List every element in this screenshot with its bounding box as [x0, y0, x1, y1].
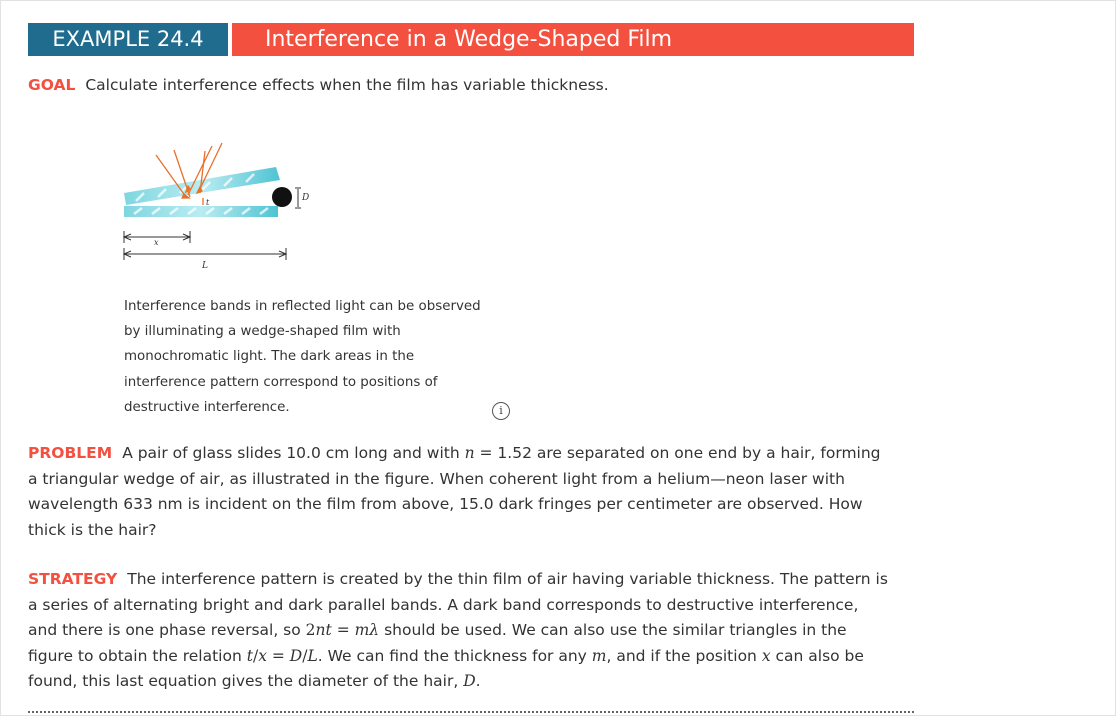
d-dimension: [295, 188, 301, 208]
problem-paragraph: [28, 441, 888, 543]
label-t: t: [206, 198, 210, 207]
label-l: L: [202, 261, 208, 271]
wedge-figure: [110, 135, 310, 275]
math-m-lambda: mλ: [354, 621, 380, 639]
math-m: m: [591, 646, 607, 665]
strategy-text: The interference pattern is created by the thin film of air having variable thickness. The pattern is a series of alternating bright and dark parallel bands. A dark band corresponds to destructive interference, and there is one phase reversal, so: [28, 570, 888, 639]
caption-line: Interference bands in reflected light can be observed: [124, 299, 481, 314]
strategy-text: can also be found, this last equation gives the diameter of the hair,: [28, 646, 864, 690]
math-slash: /: [252, 646, 259, 665]
math-x: x: [761, 646, 771, 665]
strategy-paragraph: [28, 567, 888, 695]
math-equals: =: [266, 646, 290, 665]
caption-line: monochromatic light. The dark areas in the: [124, 349, 415, 365]
label-x: x: [154, 238, 159, 247]
l-dimension: [124, 248, 286, 260]
goal-text: Calculate interference effects when the film has variable thickness.: [85, 76, 609, 94]
math-equals: =: [474, 444, 498, 462]
math-d: D: [463, 672, 476, 690]
info-icon[interactable]: i: [492, 402, 510, 420]
caption-line: by illuminating a wedge-shaped film with: [124, 324, 401, 340]
section-divider: [28, 711, 914, 713]
strategy-text: . We can find the thickness for any: [317, 646, 592, 665]
math-nt: nt: [315, 621, 332, 639]
caption-line: interference pattern correspond to positions of: [124, 374, 438, 390]
strategy-text: .: [475, 672, 481, 690]
figure-caption: [124, 294, 504, 420]
math-t: t: [246, 646, 253, 665]
example-title: Interference in a Wedge-Shaped Film: [232, 23, 914, 56]
problem-label: PROBLEM: [28, 444, 113, 462]
label-d: D: [302, 193, 310, 203]
problem-text: 1.52 are separated on one end by a hair, forming a triangular wedge of air, as illustrated in the figure. When coherent light from a helium—neon laser with wavelength 633 nm is incident on the film from above, 15.0 dark fringes per centimeter are observed. How thick is the hair?: [28, 444, 881, 539]
example-header: [28, 23, 914, 56]
goal-line: [28, 74, 609, 96]
caption-line: destructive interference.: [124, 399, 290, 415]
example-number: EXAMPLE 24.4: [28, 23, 228, 56]
strategy-label: STRATEGY: [28, 570, 118, 588]
math-d: D: [289, 646, 303, 665]
math-equals: =: [331, 621, 355, 639]
math-two: 2: [305, 621, 316, 639]
strategy-text: should be used. We can also use the similar triangles in the figure to obtain the relation: [28, 621, 847, 665]
math-x: x: [258, 646, 267, 665]
hair-circle: [272, 187, 292, 207]
strategy-text: , and if the position: [606, 646, 762, 665]
goal-label: GOAL: [28, 76, 76, 94]
bottom-glass-slide: [124, 206, 278, 217]
math-slash: /: [302, 646, 308, 665]
math-n: n: [464, 444, 475, 462]
problem-text: A pair of glass slides 10.0 cm long and with: [122, 444, 465, 462]
math-l: L: [307, 646, 318, 665]
